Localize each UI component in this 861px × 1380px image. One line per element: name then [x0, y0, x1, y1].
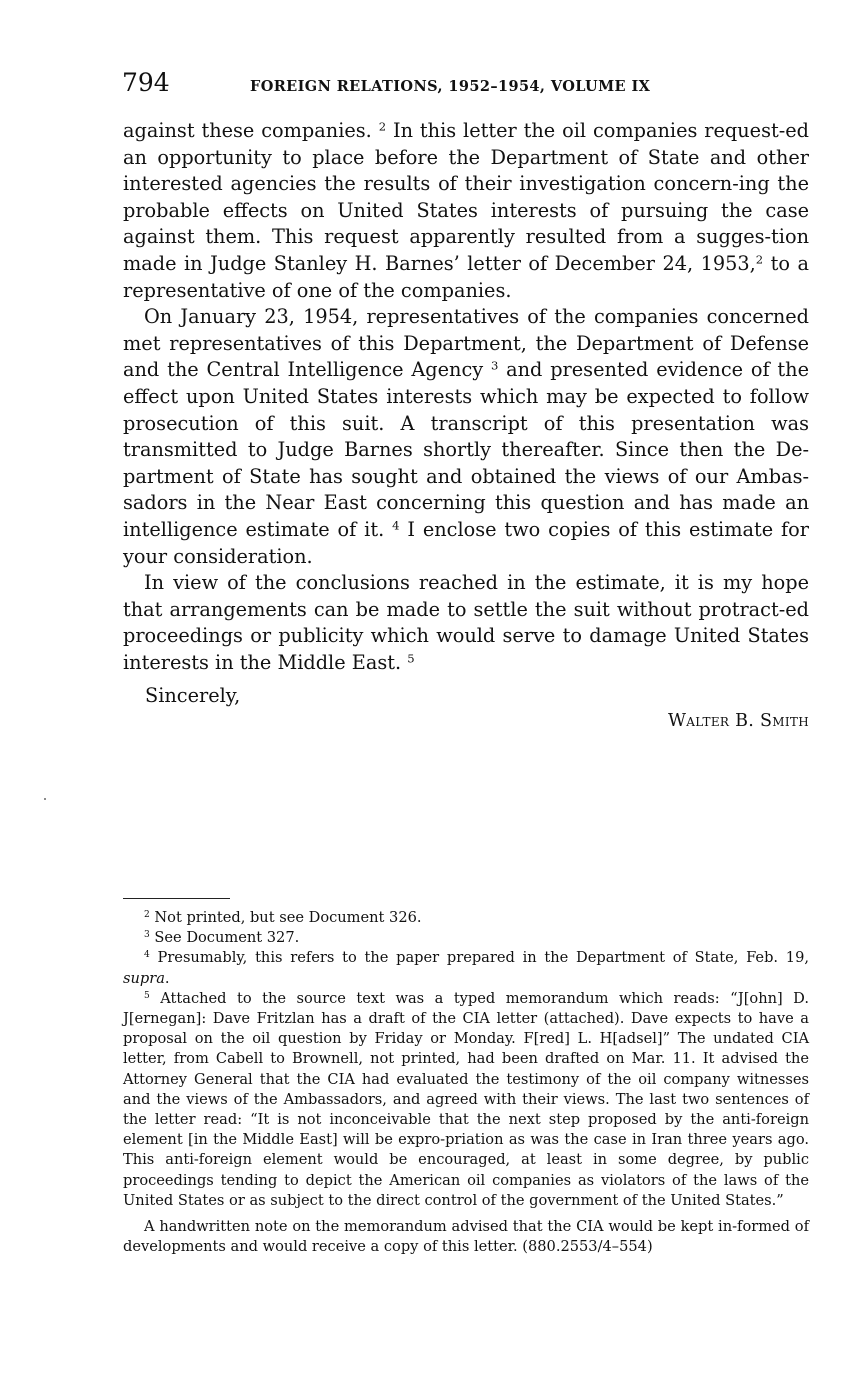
text-run: I enclose two copies of this estimate for your consideration. — [123, 517, 809, 568]
letter-body — [123, 118, 809, 676]
paragraph — [123, 570, 809, 676]
footnote-text: Attached to the source text was a typed memorandum which reads: “J[ohn] D. J[ernegan]: Dave Fritzlan has a draft of the CIA letter (attached). Dave expects to have a proposal on the oil question by Friday or Monday. F[red] L. H[adsel]” The undated CIA letter, from Cabell to Brownell, not printed, had been drafted on Mar. 11. It advised the Attorney General that the CIA had evaluated the testimony of the oil company witnesses and the views of the Ambassadors, and agreed with their views. The last two sentences of the letter read: “It is not inconceivable that the next step proposed by the anti-foreign element [in the Middle East] will be expro-priation as was the case in Iran three years ago. This anti-foreign element would be encouraged, at least in some degree, by public proceedings tending to depict the American oil companies as violators of the laws of the United States or as subject to the direct control of the government of the United States.” — [123, 989, 809, 1209]
text-run: to a representative of one of the companies. — [123, 251, 809, 302]
text-run: In this letter the oil companies request-ed an opportunity to place before the Department of State and other interested agencies the results of their investigation concern-ing the probable effects on United States interests of pursuing the case against them. This request apparently resulted from a sugges-tion made in Judge Stanley H. Barnes’ letter of December 24, 1953, — [123, 119, 809, 275]
page-number: 794 — [122, 68, 170, 97]
footnote — [123, 989, 809, 1211]
footnote-number: 4 — [144, 950, 150, 961]
text-run: On January 23, 1954, representatives of the companies concerned met representatives of this Department, the Department of Defense and the Central Intelligence Agency — [123, 305, 809, 382]
paragraph — [123, 118, 809, 304]
footnote — [123, 908, 809, 928]
paragraph — [123, 304, 809, 570]
footnote-ref: 4 — [392, 518, 400, 533]
footnote-note: A handwritten note on the memorandum advised that the CIA would be kept in-formed of developments and would receive a copy of this letter. (880.2553/4–554) — [123, 1218, 809, 1256]
footnote — [123, 928, 809, 948]
text-run: and presented evidence of the effect upon United States interests which may be expected to follow prosecution of this suit. A transcript of this presentation was transmitted to Judge Barnes shortly thereafter. Since then the De-partment of State has sought and obtained the views of our Ambas-sadors in the Near East concerning this question and has made an intelligence estimate of it. — [123, 358, 809, 541]
footnote — [123, 948, 809, 988]
footnote-text: Not printed, but see Document 326. — [149, 909, 422, 926]
footnote-number: 3 — [144, 930, 150, 941]
footnotes — [123, 908, 809, 1257]
text-run: against these companies. — [123, 119, 379, 142]
footnote-text: See Document 327. — [149, 929, 300, 947]
scan-speck — [44, 798, 46, 800]
signature: Walter B. Smith — [668, 711, 809, 731]
footnote-text: . — [164, 969, 170, 987]
footnote-italic: supra — [123, 969, 165, 987]
footnote-ref: 2 — [755, 252, 764, 267]
closing: Sincerely, — [145, 684, 241, 707]
footnote-ref: 3 — [490, 358, 499, 373]
footnote-number: 2 — [144, 910, 150, 921]
footnote-ref: 5 — [407, 651, 415, 666]
footnote-number: 5 — [144, 990, 150, 1001]
text-run: In view of the conclusions reached in the estimate, it is my hope that arrangements can be made to settle the suit without protract-ed proceedings or publicity which would serve to damage United States interests in the Middle East. — [123, 571, 809, 674]
footnote-divider — [123, 898, 230, 899]
footnote-ref: 2 — [378, 119, 387, 134]
running-head: FOREIGN RELATIONS, 1952–1954, VOLUME IX — [250, 78, 651, 95]
footnote-text: Presumably, this refers to the paper prepared in the Department of State, Feb. 19, — [149, 949, 809, 967]
